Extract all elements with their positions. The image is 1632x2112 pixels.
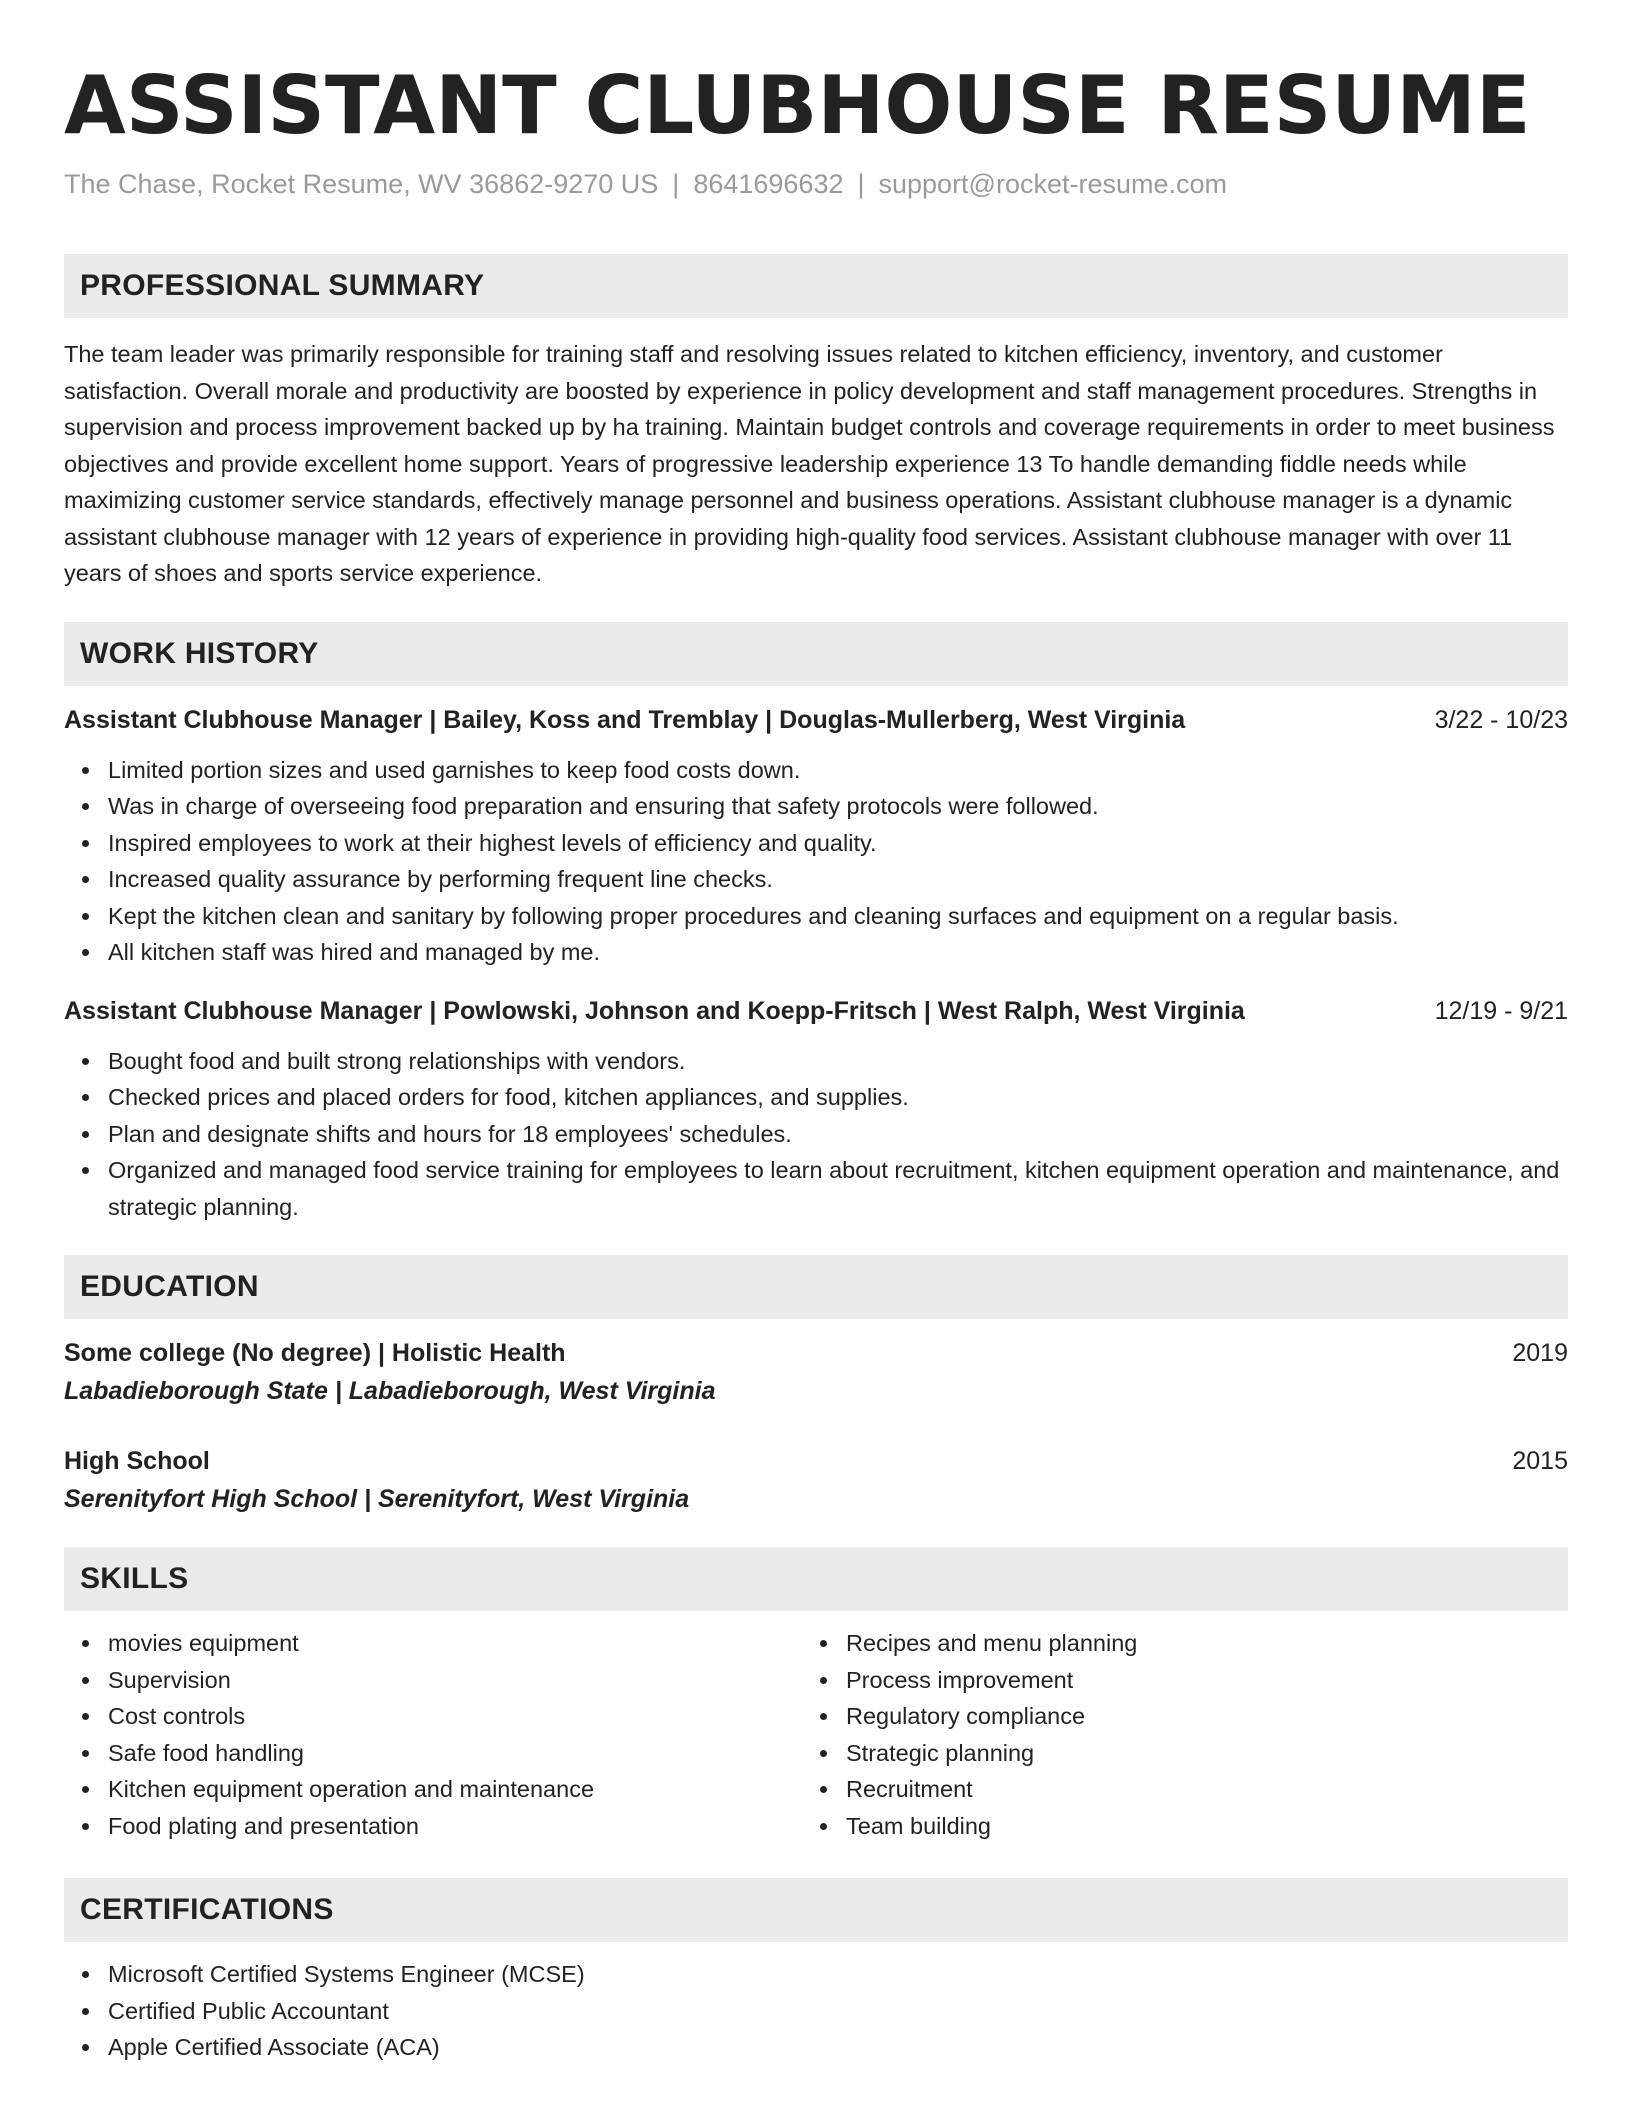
resume-title: ASSISTANT CLUBHOUSE RESUME [64,59,1531,152]
job-title: Assistant Clubhouse Manager | Powlowski, Johnson and Koepp-Fritsch | West Ralph, West Virginia [64,996,1245,1025]
job-bullet: Plan and designate shifts and hours for 18 employees' schedules. [108,1116,1568,1153]
contact-line [64,166,1568,202]
job-bullet: Inspired employees to work at their highest levels of efficiency and quality. [108,825,1568,862]
job-bullet: Bought food and built strong relationships with vendors. [108,1043,1568,1080]
job-bullet: Kept the kitchen clean and sanitary by following proper procedures and cleaning surfaces and equipment on a regular basis. [108,898,1568,935]
job-dates: 3/22 - 10/23 [1434,705,1568,734]
education-entry [64,1335,1568,1409]
skill-item: Strategic planning [846,1735,1540,1772]
education-year: 2015 [1512,1447,1568,1475]
education-section [64,1255,1568,1517]
skills-grid [64,1625,1568,1844]
summary-section [64,254,1568,592]
job-bullet: Checked prices and placed orders for food, kitchen appliances, and supplies. [108,1079,1568,1116]
section-heading-certifications: CERTIFICATIONS [64,1878,1568,1942]
section-heading-skills: SKILLS [64,1547,1568,1611]
job-bullet: Limited portion sizes and used garnishes to keep food costs down. [108,752,1568,789]
education-year: 2019 [1512,1339,1568,1367]
skills-list [64,1625,802,1844]
skill-item: movies equipment [108,1625,802,1662]
job-header [64,702,1568,738]
skill-item: Team building [846,1808,1540,1845]
skill-item: Supervision [108,1662,802,1699]
skill-item: Process improvement [846,1662,1540,1699]
skills-column-right [802,1625,1540,1844]
job-bullet-list [64,752,1568,971]
job-header [64,993,1568,1029]
certifications-section [64,1878,1568,2066]
education-degree: Some college (No degree) | Holistic Health [64,1339,566,1367]
certification-item: Apple Certified Associate (ACA) [108,2029,1568,2066]
skill-item: Recipes and menu planning [846,1625,1540,1662]
job-bullet: All kitchen staff was hired and managed by me. [108,934,1568,971]
summary-text: The team leader was primarily responsible for training staff and resolving issues related to kitchen efficiency, inventory, and customer satisfaction. Overall morale and productivity are boosted by experience in policy development and staff management procedures. Strengths in supervision and process improvement backed up by ha training. Maintain budget controls and coverage requirements in order to meet business objectives and provide excellent home support. Years of progressive leadership experience 13 To handle demanding fiddle needs while maximizing customer service standards, effectively manage personnel and business operations. Assistant clubhouse manager is a dynamic assistant clubhouse manager with 12 years of experience in providing high-quality food services. Assistant clubhouse manager with over 11 years of shoes and sports service experience. [64,341,1555,586]
work-history-section [64,622,1568,1226]
job-title: Assistant Clubhouse Manager | Bailey, Koss and Tremblay | Douglas-Mullerberg, West Virginia [64,705,1186,734]
job-dates: 12/19 - 9/21 [1434,996,1568,1025]
section-heading-summary: PROFESSIONAL SUMMARY [64,254,1568,318]
contact-phone: 8641696632 [693,169,844,199]
section-heading-education: EDUCATION [64,1255,1568,1319]
contact-address: The Chase, Rocket Resume, WV 36862-9270 US [64,169,659,199]
job-bullet: Increased quality assurance by performing frequent line checks. [108,861,1568,898]
education-entry [64,1443,1568,1517]
certifications-list [64,1956,1568,2066]
section-heading-work-history: WORK HISTORY [64,622,1568,686]
job-entry [64,702,1568,971]
job-bullet: Was in charge of overseeing food preparation and ensuring that safety protocols were followed. [108,788,1568,825]
contact-email: support@rocket-resume.com [878,169,1228,199]
contact-separator: | [672,169,680,199]
certification-item: Certified Public Accountant [108,1993,1568,2030]
education-header [64,1443,1568,1479]
skill-item: Kitchen equipment operation and maintenance [108,1771,802,1808]
certification-item: Microsoft Certified Systems Engineer (MCSE) [108,1956,1568,1993]
skill-item: Regulatory compliance [846,1698,1540,1735]
education-header [64,1335,1568,1371]
skill-item: Recruitment [846,1771,1540,1808]
skill-item: Food plating and presentation [108,1808,802,1845]
skill-item: Cost controls [108,1698,802,1735]
skill-item: Safe food handling [108,1735,802,1772]
job-bullet-list [64,1043,1568,1226]
skills-column-left [64,1625,802,1844]
contact-separator: | [857,169,865,199]
education-degree: High School [64,1447,210,1475]
job-entry [64,993,1568,1226]
job-bullet: Organized and managed food service training for employees to learn about recruitment, kitchen equipment operation and maintenance, and strategic planning. [108,1152,1568,1225]
skills-list [802,1625,1540,1844]
skills-section [64,1547,1568,1844]
education-school: Labadieborough State | Labadieborough, West Virginia [64,1377,716,1405]
education-school: Serenityfort High School | Serenityfort, West Virginia [64,1485,690,1513]
